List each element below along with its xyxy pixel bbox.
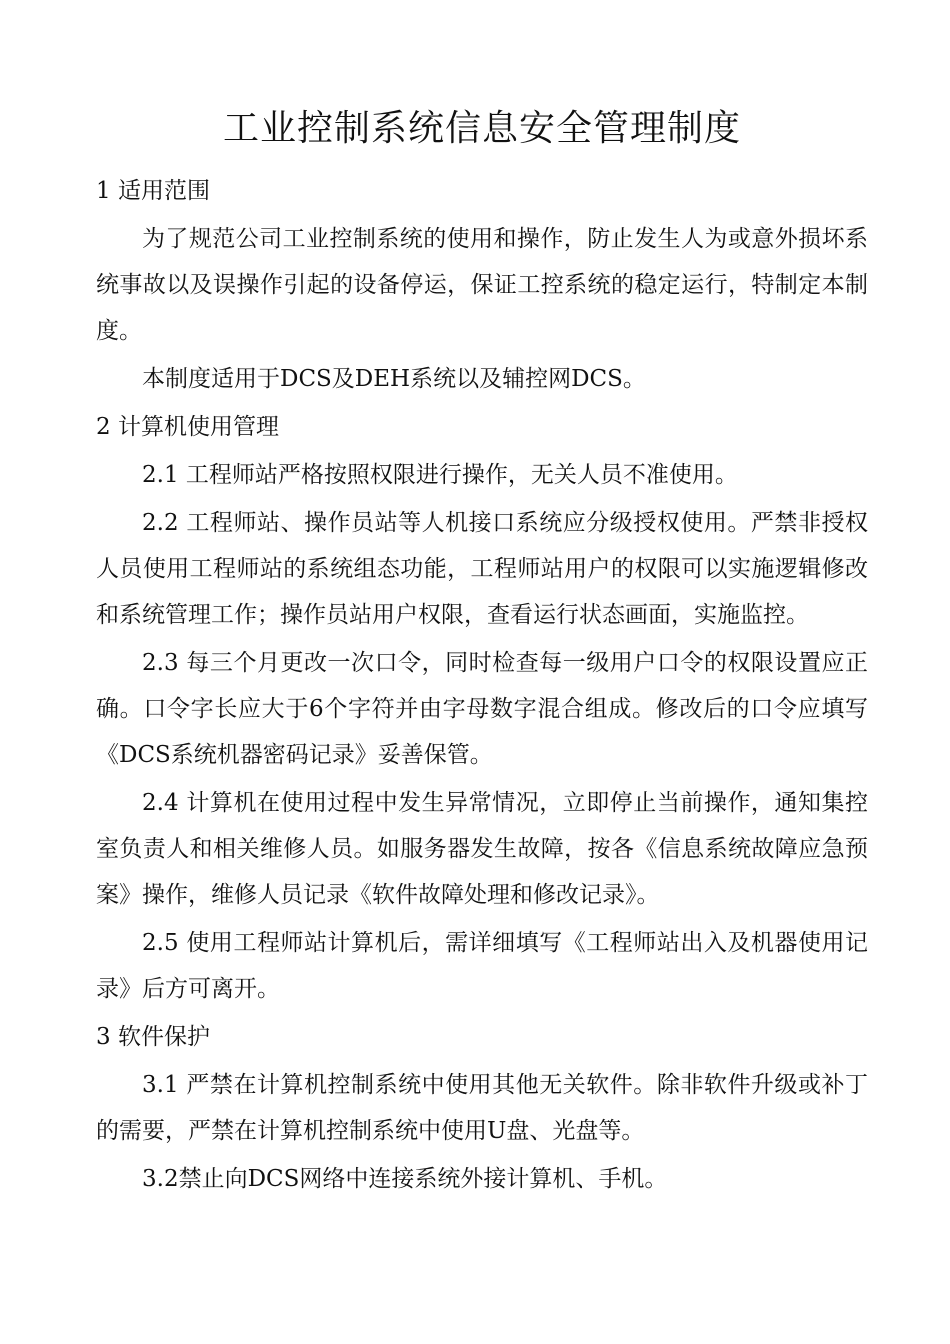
paragraph: 3.2禁止向DCS网络中连接系统外接计算机、手机。 [142,1166,668,1192]
section-heading: 3 软件保护 [96,1024,210,1050]
section-heading: 1 适用范围 [96,178,210,204]
section-software-protection [96,1014,868,1202]
paragraph: 3.1 严禁在计算机控制系统中使用其他无关软件。除非软件升级或补丁的需要，严禁在计算机控制系统中使用U盘、光盘等。 [96,1072,868,1144]
paragraph: 本制度适用于DCS及DEH系统以及辅控网DCS。 [142,366,646,392]
paragraph: 2.5 使用工程师站计算机后，需详细填写《工程师站出入及机器使用记录》后方可离开。 [96,930,868,1002]
document-title: 工业控制系统信息安全管理制度 [222,108,741,149]
paragraph: 为了规范公司工业控制系统的使用和操作，防止发生人为或意外损坏系统事故以及误操作引起的设备停运，保证工控系统的稳定运行，特制定本制度。 [96,226,868,344]
paragraph: 2.2 工程师站、操作员站等人机接口系统应分级授权使用。严禁非授权人员使用工程师站的系统组态功能，工程师站用户的权限可以实施逻辑修改和系统管理工作；操作员站用户权限，查看运行状态画面，实施监控。 [96,510,868,628]
section-heading: 2 计算机使用管理 [96,414,279,440]
section-scope [96,168,868,402]
paragraph: 2.4 计算机在使用过程中发生异常情况，立即停止当前操作，通知集控室负责人和相关维修人员。如服务器发生故障，按各《信息系统故障应急预案》操作，维修人员记录《软件故障处理和修改记录》。 [96,790,868,908]
paragraph: 2.3 每三个月更改一次口令，同时检查每一级用户口令的权限设置应正确。口令字长应大于6个字符并由字母数字混合组成。修改后的口令应填写《DCS系统机器密码记录》妥善保管。 [96,650,868,768]
section-computer-use [96,404,868,1012]
paragraph: 2.1 工程师站严格按照权限进行操作，无关人员不准使用。 [142,462,738,488]
